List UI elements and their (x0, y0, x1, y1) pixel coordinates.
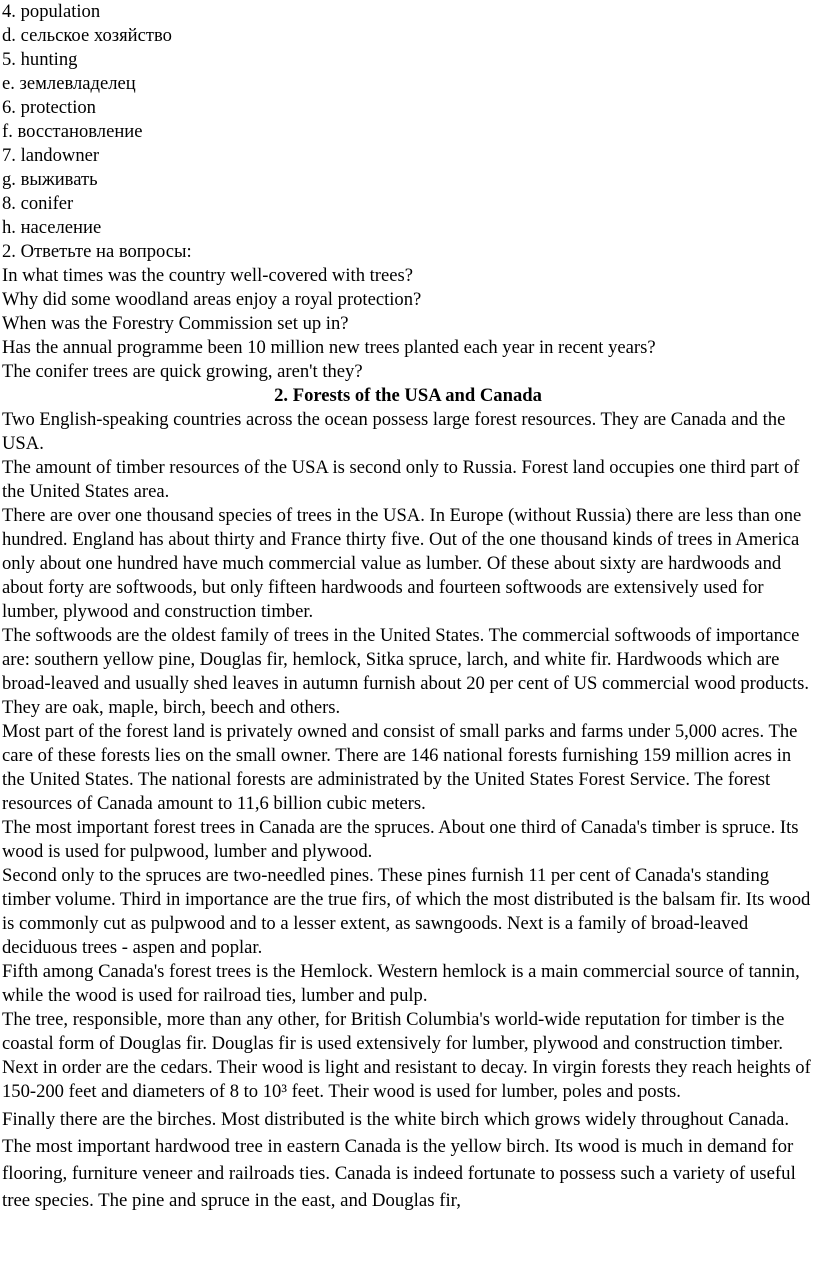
paragraph: Two English-speaking countries across the ocean possess large forest resources. They are Canada and the USA. (2, 409, 786, 454)
vocab-item: f. восстановление (2, 121, 143, 142)
question-item: The conifer trees are quick growing, aren't they? (2, 361, 363, 382)
vocab-item: e. землевладелец (2, 73, 136, 94)
document-page (2, 0, 814, 1214)
paragraph: Second only to the spruces are two-needled pines. These pines furnish 11 per cent of Canada's standing timber volume. Third in importance are the true firs, of which the most distributed is the balsam fir. Its wood is commonly cut as pulpwood and to a lesser extent, as sawngoods. Next is a family of broad-leaved deciduous trees - aspen and poplar. (2, 865, 811, 958)
vocab-item: 4. population (2, 1, 101, 22)
paragraph: Most part of the forest land is privately owned and consist of small parks and farms under 5,000 acres. The care of these forests lies on the small owner. There are 146 national forests furnishing 159 million acres in the United States. The national forests are administrated by the United States Forest Service. The forest resources of Canada amount to 11,6 billion cubic meters. (2, 721, 798, 814)
vocab-item: 6. protection (2, 97, 96, 118)
vocab-item: 8. conifer (2, 193, 74, 214)
paragraph: The most important forest trees in Canada are the spruces. About one third of Canada's timber is spruce. Its wood is used for pulpwood, lumber and plywood. (2, 817, 799, 862)
paragraph: There are over one thousand species of trees in the USA. In Europe (without Russia) there are less than one hundred. England has about thirty and France thirty five. Out of the one thousand kinds of trees in America only about one hundred have much commercial value as lumber. Of these about sixty are hardwoods and about forty are softwoods, but only fifteen hardwoods and fourteen softwoods are extensively used for lumber, plywood and construction timber. (2, 505, 802, 622)
vocab-item: h. население (2, 217, 102, 238)
questions-header: 2. Ответьте на вопросы: (2, 241, 192, 262)
final-paragraph: Finally there are the birches. Most distributed is the white birch which grows widely throughout Canada. The most important hardwood tree in eastern Canada is the yellow birch. Its wood is much in demand for flooring, furniture veneer and railroads ties. Canada is indeed fortunate to possess such a variety of useful tree species. The pine and spruce in the east, and Douglas fir, (2, 1109, 796, 1211)
question-item: Why did some woodland areas enjoy a royal protection? (2, 289, 422, 310)
vocab-item: 7. landowner (2, 145, 100, 166)
question-item: In what times was the country well-covered with trees? (2, 265, 413, 286)
vocab-item: d. сельское хозяйство (2, 25, 172, 46)
section-title: 2. Forests of the USA and Canada (274, 385, 542, 406)
question-item: Has the annual programme been 10 million new trees planted each year in recent years? (2, 337, 656, 358)
paragraph: The tree, responsible, more than any other, for British Columbia's world-wide reputation for timber is the coastal form of Douglas fir. Douglas fir is used extensively for lumber, plywood and construction timber. Next in order are the cedars. Their wood is light and resistant to decay. In virgin forests they reach heights of 150-200 feet and diameters of 8 to 10³ feet. Their wood is used for lumber, poles and posts. (2, 1009, 811, 1102)
paragraph: The softwoods are the oldest family of trees in the United States. The commercial softwoods of importance are: southern yellow pine, Douglas fir, hemlock, Sitka spruce, larch, and white fir. Hardwoods which are broad-leaved and usually shed leaves in autumn furnish about 20 per cent of US commercial wood products. They are oak, maple, birch, beech and others. (2, 625, 810, 718)
question-item: When was the Forestry Commission set up in? (2, 313, 349, 334)
paragraph: Fifth among Canada's forest trees is the Hemlock. Western hemlock is a main commercial source of tannin, while the wood is used for railroad ties, lumber and pulp. (2, 961, 800, 1006)
paragraph: The amount of timber resources of the USA is second only to Russia. Forest land occupies one third part of the United States area. (2, 457, 800, 502)
vocab-item: 5. hunting (2, 49, 78, 70)
vocab-item: g. выживать (2, 169, 98, 190)
